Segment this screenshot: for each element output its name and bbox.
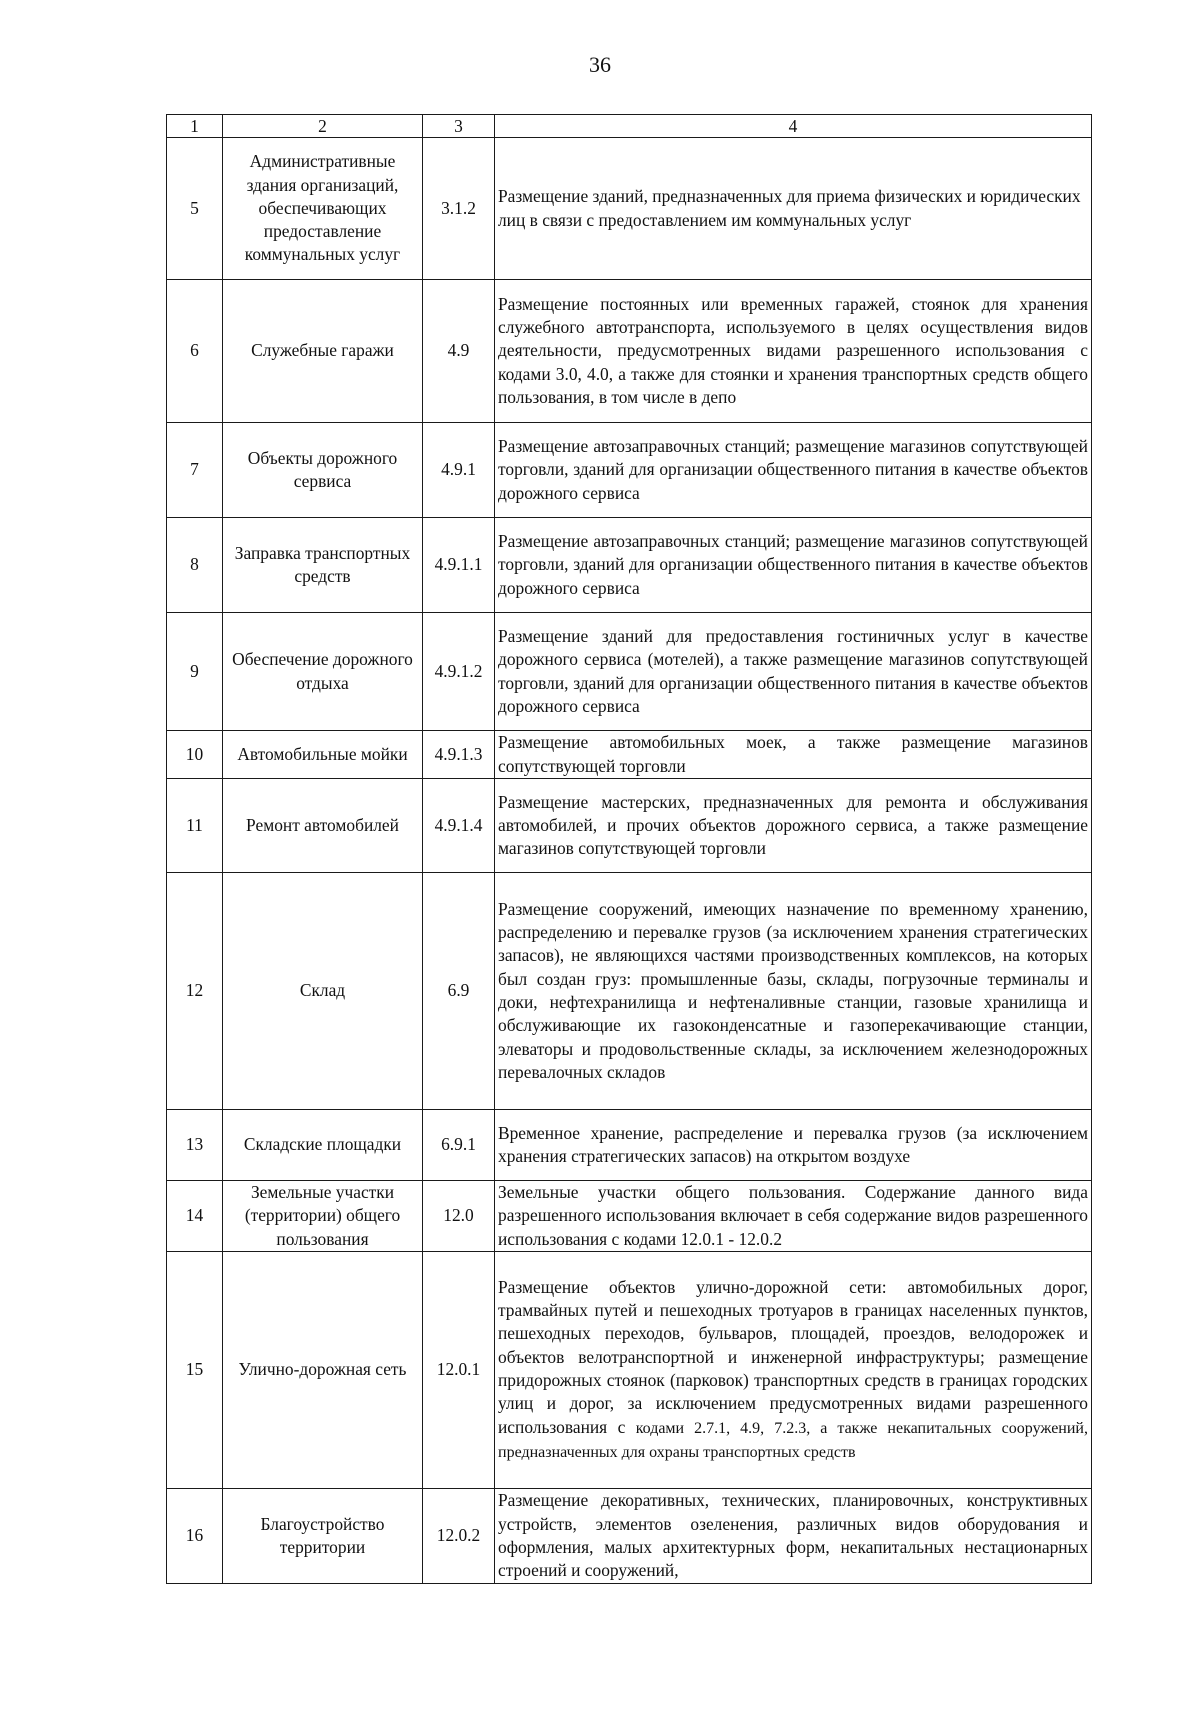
row-code: 4.9 <box>423 280 495 423</box>
row-description: Размещение зданий для предоставления гостиничных услуг в качестве дорожного сервиса (мотелей), а также размещение магазинов сопутствующей торговли, зданий для организации общественного питания в качестве объектов дорожного сервиса <box>495 613 1092 731</box>
row-code: 4.9.1.4 <box>423 779 495 873</box>
row-description-text: Размещение объектов улично-дорожной сети: автомобильных дорог, трамвайных путей и пешеходных тротуаров в границах населенных пунктов, пешеходных переходов, бульваров, площадей, проездов, велодорожек и объектов велотранспортной и инженерной инфраструктуры; размещение придорожных стоянок (парковок) транспортных средств в границах городских улиц и дорог, за исключением предусмотренных видами разрешенного использования с <box>498 1276 1088 1437</box>
row-name: Обеспечение дорожного отдыха <box>223 613 423 731</box>
page-number: 36 <box>589 52 611 77</box>
row-code: 4.9.1 <box>423 423 495 518</box>
row-name: Объекты дорожного сервиса <box>223 423 423 518</box>
table-row <box>167 1252 1092 1489</box>
row-number: 11 <box>167 779 223 873</box>
table-row <box>167 1181 1092 1252</box>
row-name: Ремонт автомобилей <box>223 779 423 873</box>
row-code: 6.9.1 <box>423 1110 495 1181</box>
row-name: Служебные гаражи <box>223 280 423 423</box>
row-description: Размещение автозаправочных станций; размещение магазинов сопутствующей торговли, зданий для организации общественного питания в качестве объектов дорожного сервиса <box>495 518 1092 613</box>
row-name: Земельные участки (территории) общего пользования <box>223 1181 423 1252</box>
land-use-table <box>166 114 1092 1584</box>
header-row <box>167 115 1092 138</box>
header-col-4: 4 <box>495 115 1092 138</box>
row-name: Административные здания организаций, обеспечивающих предоставление коммунальных услуг <box>223 138 423 280</box>
row-description: Размещение автозаправочных станций; размещение магазинов сопутствующей торговли, зданий для организации общественного питания в качестве объектов дорожного сервиса <box>495 423 1092 518</box>
table-row <box>167 138 1092 280</box>
table-row <box>167 731 1092 779</box>
row-description: Размещение автомобильных моек, а также размещение магазинов сопутствующей торговли <box>495 731 1092 779</box>
row-code: 12.0.2 <box>423 1489 495 1584</box>
row-number: 13 <box>167 1110 223 1181</box>
row-description: Размещение зданий, предназначенных для приема физических и юридических лиц в связи с предоставлением им коммунальных услуг <box>495 138 1092 280</box>
table-row <box>167 518 1092 613</box>
row-code: 4.9.1.2 <box>423 613 495 731</box>
row-description: Размещение сооружений, имеющих назначение по временному хранению, распределению и перевалке грузов (за исключением хранения стратегических запасов), не являющихся частями производственных комплексов, на которых был создан груз: промышленные базы, склады, погрузочные терминалы и доки, нефтехранилища и нефтеналивные станции, газовые хранилища и обслуживающие их газоконденсатные и газоперекачивающие станции, элеваторы и продовольственные склады, за исключением железнодорожных перевалочных складов <box>495 873 1092 1110</box>
table-row <box>167 613 1092 731</box>
row-code: 12.0 <box>423 1181 495 1252</box>
row-number: 16 <box>167 1489 223 1584</box>
row-name: Склад <box>223 873 423 1110</box>
table-row <box>167 423 1092 518</box>
row-code: 12.0.1 <box>423 1252 495 1489</box>
row-number: 14 <box>167 1181 223 1252</box>
header-col-2: 2 <box>223 115 423 138</box>
row-name: Заправка транспортных средств <box>223 518 423 613</box>
row-description: Размещение мастерских, предназначенных для ремонта и обслуживания автомобилей, и прочих объектов дорожного сервиса, а также размещение магазинов сопутствующей торговли <box>495 779 1092 873</box>
row-number: 6 <box>167 280 223 423</box>
row-description: Земельные участки общего пользования. Содержание данного вида разрешенного использования включает в себя содержание видов разрешенного использования с кодами 12.0.1 - 12.0.2 <box>495 1181 1092 1252</box>
table-row <box>167 280 1092 423</box>
row-number: 9 <box>167 613 223 731</box>
row-number: 10 <box>167 731 223 779</box>
row-name: Улично-дорожная сеть <box>223 1252 423 1489</box>
row-number: 5 <box>167 138 223 280</box>
table-row <box>167 779 1092 873</box>
row-number: 15 <box>167 1252 223 1489</box>
row-code: 4.9.1.3 <box>423 731 495 779</box>
row-code: 4.9.1.1 <box>423 518 495 613</box>
row-name: Благоустройство территории <box>223 1489 423 1584</box>
table-row <box>167 1489 1092 1584</box>
row-description: Временное хранение, распределение и перевалка грузов (за исключением хранения стратегических запасов) на открытом воздухе <box>495 1110 1092 1181</box>
row-code: 6.9 <box>423 873 495 1110</box>
row-name: Складские площадки <box>223 1110 423 1181</box>
table-row <box>167 1110 1092 1181</box>
row-description-text-small: кодами 2.7.1, 4.9, 7.2.3, а также некапитальных сооружений, предназначенных для охраны транспортных средств <box>498 1419 1088 1461</box>
row-number: 8 <box>167 518 223 613</box>
row-description <box>495 1252 1092 1489</box>
row-number: 12 <box>167 873 223 1110</box>
table-row <box>167 873 1092 1110</box>
row-description: Размещение декоративных, технических, планировочных, конструктивных устройств, элементов озеленения, различных видов оборудования и оформления, малых архитектурных форм, некапитальных нестационарных строений и сооружений, <box>495 1489 1092 1584</box>
row-name: Автомобильные мойки <box>223 731 423 779</box>
row-number: 7 <box>167 423 223 518</box>
row-code: 3.1.2 <box>423 138 495 280</box>
row-description: Размещение постоянных или временных гаражей, стоянок для хранения служебного автотранспорта, используемого в целях осуществления видов деятельности, предусмотренных видами разрешенного использования с кодами 3.0, 4.0, а также для стоянки и хранения транспортных средств общего пользования, в том числе в депо <box>495 280 1092 423</box>
header-col-3: 3 <box>423 115 495 138</box>
header-col-1: 1 <box>167 115 223 138</box>
